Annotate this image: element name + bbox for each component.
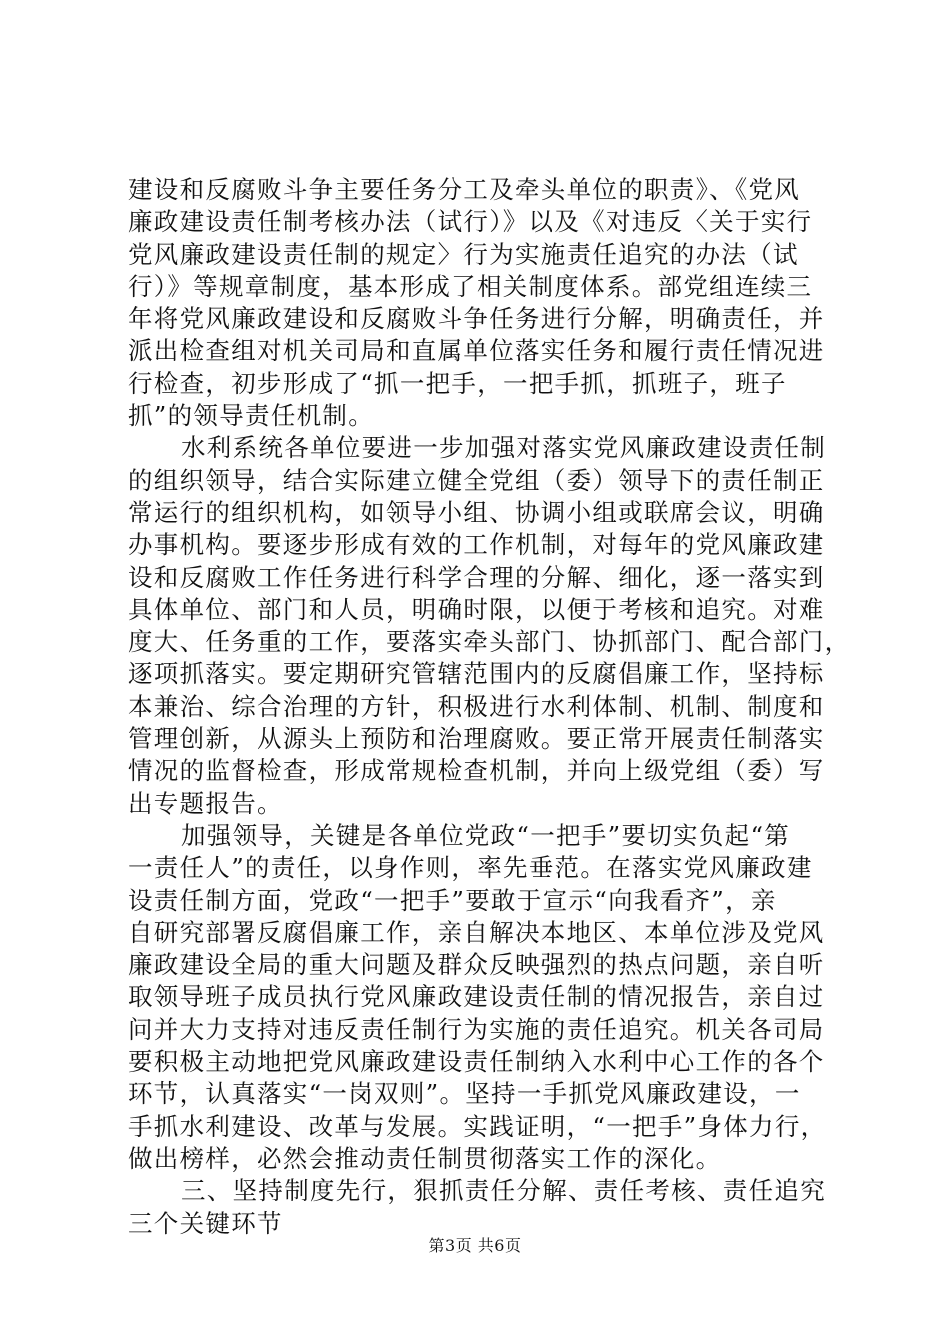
text-line: 办事机构。要逐步形成有效的工作机制，对每年的党风廉政建: [128, 530, 825, 560]
page-number-footer: 第3页 共6页: [428, 1236, 522, 1255]
section-heading-line: 三个关键环节: [128, 1208, 283, 1238]
text-line: 做出榜样，必然会推动责任制贯彻落实工作的深化。: [128, 1143, 722, 1173]
text-line: 的组织领导，结合实际建立健全党组（委）领导下的责任制正: [128, 465, 825, 495]
text-line: 建设和反腐败斗争主要任务分工及牵头单位的职责》、《党风: [128, 175, 801, 204]
text-line: 出专题报告。: [128, 788, 283, 818]
text-line: 抓”的领导责任机制。: [128, 401, 375, 431]
section-heading-line: 三、坚持制度先行，狠抓责任分解、责任考核、责任追究: [181, 1176, 826, 1206]
text-line: 设和反腐败工作任务进行科学合理的分解、细化，逐一落实到: [128, 562, 825, 592]
text-line: 情况的监督检查，形成常规检查机制，并向上级党组（委）写: [128, 756, 825, 786]
paragraph-first-line: 水利系统各单位要进一步加强对落实党风廉政建设责任制: [181, 433, 826, 463]
text-line: 设责任制方面，党政“一把手”要敢于宣示“向我看齐”，亲: [128, 885, 777, 915]
text-line: 常运行的组织机构，如领导小组、协调小组或联席会议，明确: [128, 497, 825, 527]
text-line: 派出检查组对机关司局和直属单位落实任务和履行责任情况进: [128, 336, 825, 366]
text-line: 管理创新，从源头上预防和治理腐败。要正常开展责任制落实: [128, 724, 825, 754]
text-line: 行检查，初步形成了“抓一把手，一把手抓，抓班子，班子: [128, 368, 787, 398]
text-line: 本兼治、综合治理的方针，积极进行水利体制、机制、制度和: [128, 691, 825, 721]
text-line: 具体单位、部门和人员，明确时限，以便于考核和追究。对难: [128, 594, 825, 624]
text-line: 行）》等规章制度，基本形成了相关制度体系。部党组连续三: [128, 271, 813, 301]
text-line: 环节，认真落实“一岗双则”。坚持一手抓党风廉政建设，一: [128, 1079, 801, 1109]
text-line: 逐项抓落实。要定期研究管辖范围内的反腐倡廉工作，坚持标: [128, 659, 825, 689]
text-line: 廉政建设全局的重大问题及群众反映强烈的热点问题，亲自听: [128, 950, 825, 980]
body-text: [128, 174, 851, 1240]
text-line: 自研究部署反腐倡廉工作，亲自解决本地区、本单位涉及党风: [128, 917, 825, 947]
text-line: 要积极主动地把党风廉政建设责任制纳入水利中心工作的各个: [128, 1047, 825, 1077]
text-line: 党风廉政建设责任制的规定〉行为实施责任追究的办法（试: [128, 239, 799, 269]
text-line: 手抓水利建设、改革与发展。实践证明，“一把手”身体力行，: [128, 1111, 827, 1141]
text-line: 问并大力支持对违反责任制行为实施的责任追究。机关各司局: [128, 1014, 825, 1044]
paragraph-first-line: 加强领导，关键是各单位党政“一把手”要切实负起“第: [181, 820, 791, 850]
text-line: 取领导班子成员执行党风廉政建设责任制的情况报告，亲自过: [128, 982, 825, 1012]
text-line: 一责任人”的责任，以身作则，率先垂范。在落实党风廉政建: [128, 853, 813, 883]
text-line: 廉政建设责任制考核办法（试行）》以及《对违反〈关于实行: [128, 207, 813, 237]
text-line: 度大、任务重的工作，要落实牵头部门、协抓部门、配合部门，: [128, 627, 851, 657]
text-line: 年将党风廉政建设和反腐败斗争任务进行分解，明确责任，并: [128, 304, 825, 334]
